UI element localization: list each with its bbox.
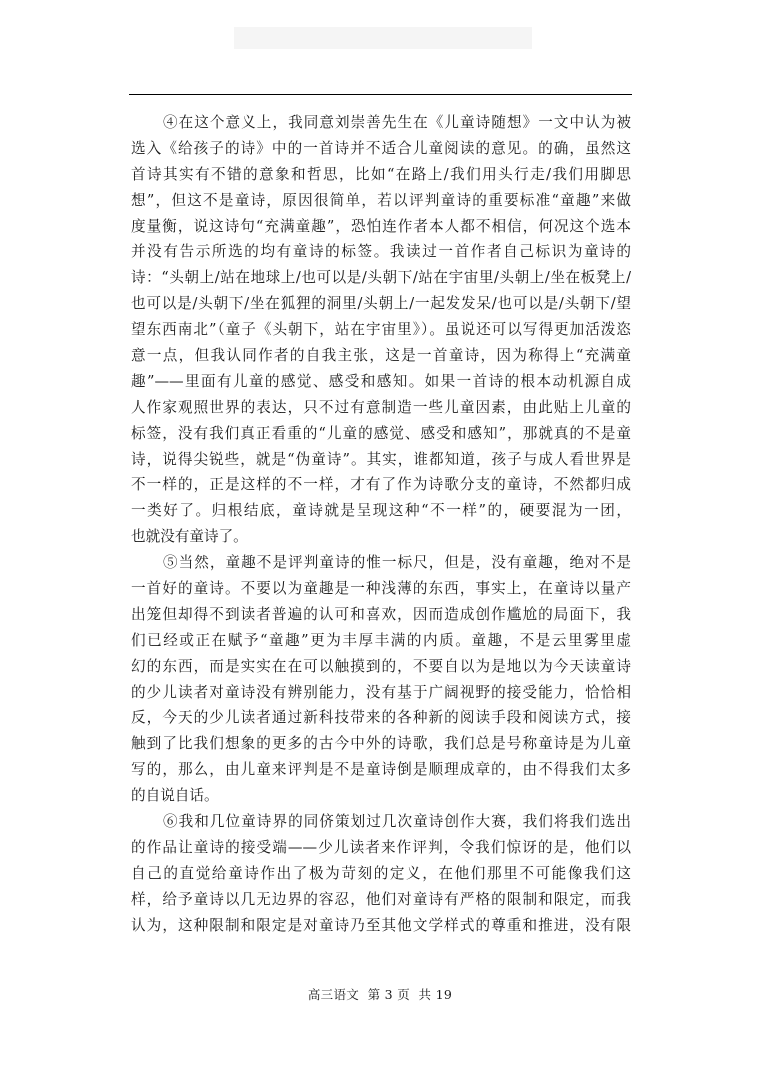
text-line: 望东西南北”（童子《头朝下，站在宇宙里》）。虽说还可以写得更加活泼恣 [131, 321, 631, 339]
text-line: 幻的东西，而是实实在在可以触摸到的，不要自以为是地以为今天读童诗 [131, 657, 631, 675]
text-line: 意一点，但我认同作者的自我主张，这是一首童诗，因为称得上“充满童 [131, 347, 631, 365]
text-line: 选入《给孩子的诗》中的一首诗并不适合儿童阅读的意见。的确，虽然这 [131, 139, 631, 157]
text-line: 认为，这种限制和限定是对童诗乃至其他文学样式的尊重和推进，没有限 [131, 916, 631, 934]
text-line: 诗，说得尖锐些，就是“伪童诗”。其实，谁都知道，孩子与成人看世界是 [131, 450, 631, 468]
text-line: 人作家观照世界的表达，只不过有意制造一些儿童因素，由此贴上儿童的 [131, 398, 631, 416]
text-line: ⑤当然，童趣不是评判童诗的惟一标尺，但是，没有童趣，绝对不是 [163, 554, 631, 572]
text-line: 标签，没有我们真正看重的“儿童的感觉、感受和感知”，那就真的不是童 [131, 424, 631, 442]
text-line: 出笼但却得不到读者普遍的认可和喜欢，因而造成创作尴尬的局面下，我 [131, 605, 631, 623]
text-line: 不一样的，正是这样的不一样，才有了作为诗歌分支的童诗，不然都归成 [131, 476, 631, 494]
header-rule [129, 94, 632, 95]
text-line: ④在这个意义上，我同意刘崇善先生在《儿童诗随想》一文中认为被 [163, 114, 631, 131]
text-line: 的作品让童诗的接受端——少儿读者来作评判，令我们惊讶的是，他们以 [131, 838, 631, 856]
text-line: 想”，但这不是童诗，原因很简单，若以评判童诗的重要标准“童趣”来做 [131, 191, 631, 209]
text-line: 反，今天的少儿读者通过新科技带来的各种新的阅读手段和阅读方式，接 [131, 709, 631, 727]
text-line: 首诗其实有不错的意象和哲思，比如“在路上/我们用头行走/我们用脚思 [131, 165, 631, 183]
page-footer: 高三语文 第 3 页 共 19 [307, 987, 453, 1002]
text-line: 诗：“头朝上/站在地球上/也可以是/头朝下/站在宇宙里/头朝上/坐在板凳上/ [131, 269, 631, 287]
text-line: 趣”——里面有儿童的感觉、感受和感知。如果一首诗的根本动机源自成 [131, 372, 631, 390]
text-line: 也可以是/头朝下/坐在狐狸的洞里/头朝上/一起发发呆/也可以是/头朝下/望 [131, 295, 631, 313]
text-line: 们已经或正在赋予“童趣”更为丰厚丰满的内质。童趣，不是云里雾里虚 [131, 631, 631, 649]
text-line: 并没有告示所选的均有童诗的标签。我读过一首作者自己标识为童诗的 [131, 243, 631, 261]
text-line: 的自说自话。 [131, 787, 219, 805]
text-line: 自己的直觉给童诗作出了极为苛刻的定义，在他们那里不可能像我们这 [131, 864, 631, 882]
page-body [131, 110, 631, 939]
text-line: ⑥我和几位童诗界的同侪策划过几次童诗创作大赛，我们将我们选出 [163, 813, 631, 831]
text-line: 触到了比我们想象的更多的古今中外的诗歌，我们总是号称童诗是为儿童 [131, 735, 631, 753]
header-placeholder [234, 27, 532, 49]
text-line: 一首好的童诗。不要以为童趣是一种浅薄的东西，事实上，在童诗以量产 [131, 580, 631, 598]
text-line: 写的，那么，由儿童来评判是不是童诗倒是顺理成章的，由不得我们太多 [131, 761, 631, 779]
text-line: 的少儿读者对童诗没有辨别能力，没有基于广阔视野的接受能力，恰恰相 [131, 683, 631, 701]
text-line: 度量衡，说这诗句“充满童趣”，恐怕连作者本人都不相信，何况这个选本 [131, 217, 631, 235]
text-line: 也就没有童诗了。 [131, 528, 248, 546]
text-line: 样，给予童诗以几无边界的容忍，他们对童诗有严格的限制和限定，而我 [131, 890, 631, 908]
text-line: 一类好了。归根结底，童诗就是呈现这种“不一样”的，硬要混为一团， [131, 502, 631, 520]
